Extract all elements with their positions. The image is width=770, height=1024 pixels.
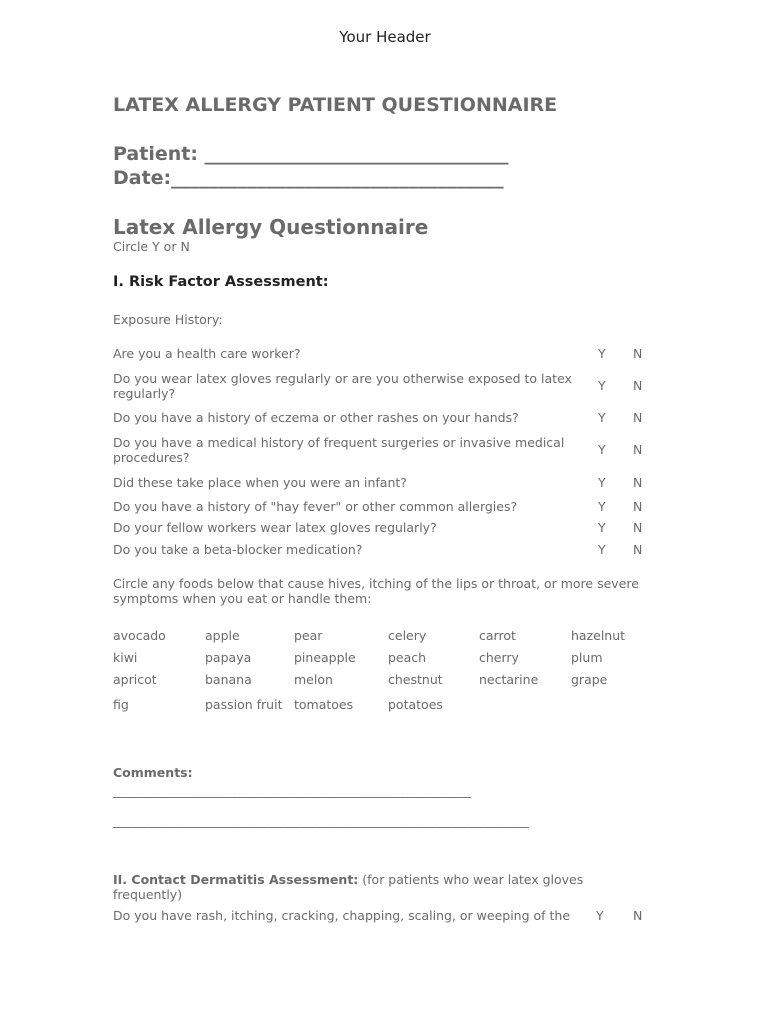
food-item[interactable]: apple (205, 628, 240, 643)
food-item[interactable]: grape (571, 672, 608, 687)
question-text: Do you have a history of eczema or other rashes on your hands? (113, 410, 519, 425)
food-item[interactable]: potatoes (388, 697, 443, 712)
question-text: Do you take a beta-blocker medication? (113, 542, 363, 557)
question-text: Do you wear latex gloves regularly or are you otherwise exposed to latex regularly? (113, 371, 572, 401)
food-item[interactable]: plum (571, 650, 603, 665)
question-text: Are you a health care worker? (113, 346, 301, 361)
question-text: Did these take place when you were an infant? (113, 475, 407, 490)
no-option[interactable]: N (633, 442, 643, 457)
yes-option[interactable]: Y (598, 520, 606, 535)
comments-label: Comments: (113, 765, 193, 780)
food-item[interactable]: avocado (113, 628, 166, 643)
questionnaire-title: Latex Allergy Questionnaire (113, 215, 429, 239)
no-option[interactable]: N (633, 346, 643, 361)
food-item[interactable]: melon (294, 672, 333, 687)
no-option[interactable]: N (633, 499, 643, 514)
question-text: Do you have rash, itching, cracking, chapping, scaling, or weeping of the (113, 908, 571, 923)
date-field[interactable]: Date:___________________________________ (113, 167, 504, 189)
food-item[interactable]: pineapple (294, 650, 356, 665)
food-item[interactable]: tomatoes (294, 697, 354, 712)
no-option[interactable]: N (633, 378, 643, 393)
section-1-heading: I. Risk Factor Assessment: (113, 274, 329, 290)
food-item[interactable]: chestnut (388, 672, 443, 687)
no-option[interactable]: N (633, 475, 643, 490)
instruction-text: Circle Y or N (113, 239, 190, 254)
no-option[interactable]: N (633, 410, 643, 425)
page-header: Your Header (339, 28, 431, 46)
food-item[interactable]: peach (388, 650, 427, 665)
section-2-heading (113, 872, 613, 902)
no-option[interactable]: N (633, 542, 643, 557)
section-2-note: (for patients who wear latex gloves frequently) (113, 872, 584, 902)
food-item[interactable]: celery (388, 628, 427, 643)
food-item[interactable]: kiwi (113, 650, 138, 665)
yes-option[interactable]: Y (598, 475, 606, 490)
foods-prompt: Circle any foods below that cause hives, itching of the lips or throat, or more severe symptoms when you eat or handle them: (113, 576, 639, 606)
question-text: Do your fellow workers wear latex gloves regularly? (113, 520, 437, 535)
food-item[interactable]: apricot (113, 672, 157, 687)
food-item[interactable]: papaya (205, 650, 252, 665)
no-option[interactable]: N (633, 520, 643, 535)
section-2-title: II. Contact Dermatitis Assessment: (113, 872, 359, 887)
food-item[interactable]: fig (113, 697, 129, 712)
exposure-history-label: Exposure History: (113, 312, 223, 327)
no-option[interactable]: N (633, 908, 643, 923)
food-item[interactable]: carrot (479, 628, 516, 643)
food-item[interactable]: nectarine (479, 672, 539, 687)
food-item[interactable]: cherry (479, 650, 519, 665)
comment-line[interactable]: _______________________________________________________________________________ (113, 813, 528, 828)
food-item[interactable]: hazelnut (571, 628, 626, 643)
question-text: Do you have a history of "hay fever" or other common allergies? (113, 499, 518, 514)
comment-line[interactable]: ____________________________________________________________________ (113, 783, 470, 798)
yes-option[interactable]: Y (598, 410, 606, 425)
food-item[interactable]: passion fruit (205, 697, 283, 712)
yes-option[interactable]: Y (596, 908, 604, 923)
yes-option[interactable]: Y (598, 542, 606, 557)
yes-option[interactable]: Y (598, 378, 606, 393)
yes-option[interactable]: Y (598, 499, 606, 514)
patient-field[interactable]: Patient: ________________________________ (113, 143, 509, 165)
question-text: Do you have a medical history of frequent surgeries or invasive medical procedures? (113, 435, 565, 465)
document-title: LATEX ALLERGY PATIENT QUESTIONNAIRE (113, 94, 558, 116)
yes-option[interactable]: Y (598, 442, 606, 457)
yes-option[interactable]: Y (598, 346, 606, 361)
food-item[interactable]: pear (294, 628, 323, 643)
food-item[interactable]: banana (205, 672, 252, 687)
